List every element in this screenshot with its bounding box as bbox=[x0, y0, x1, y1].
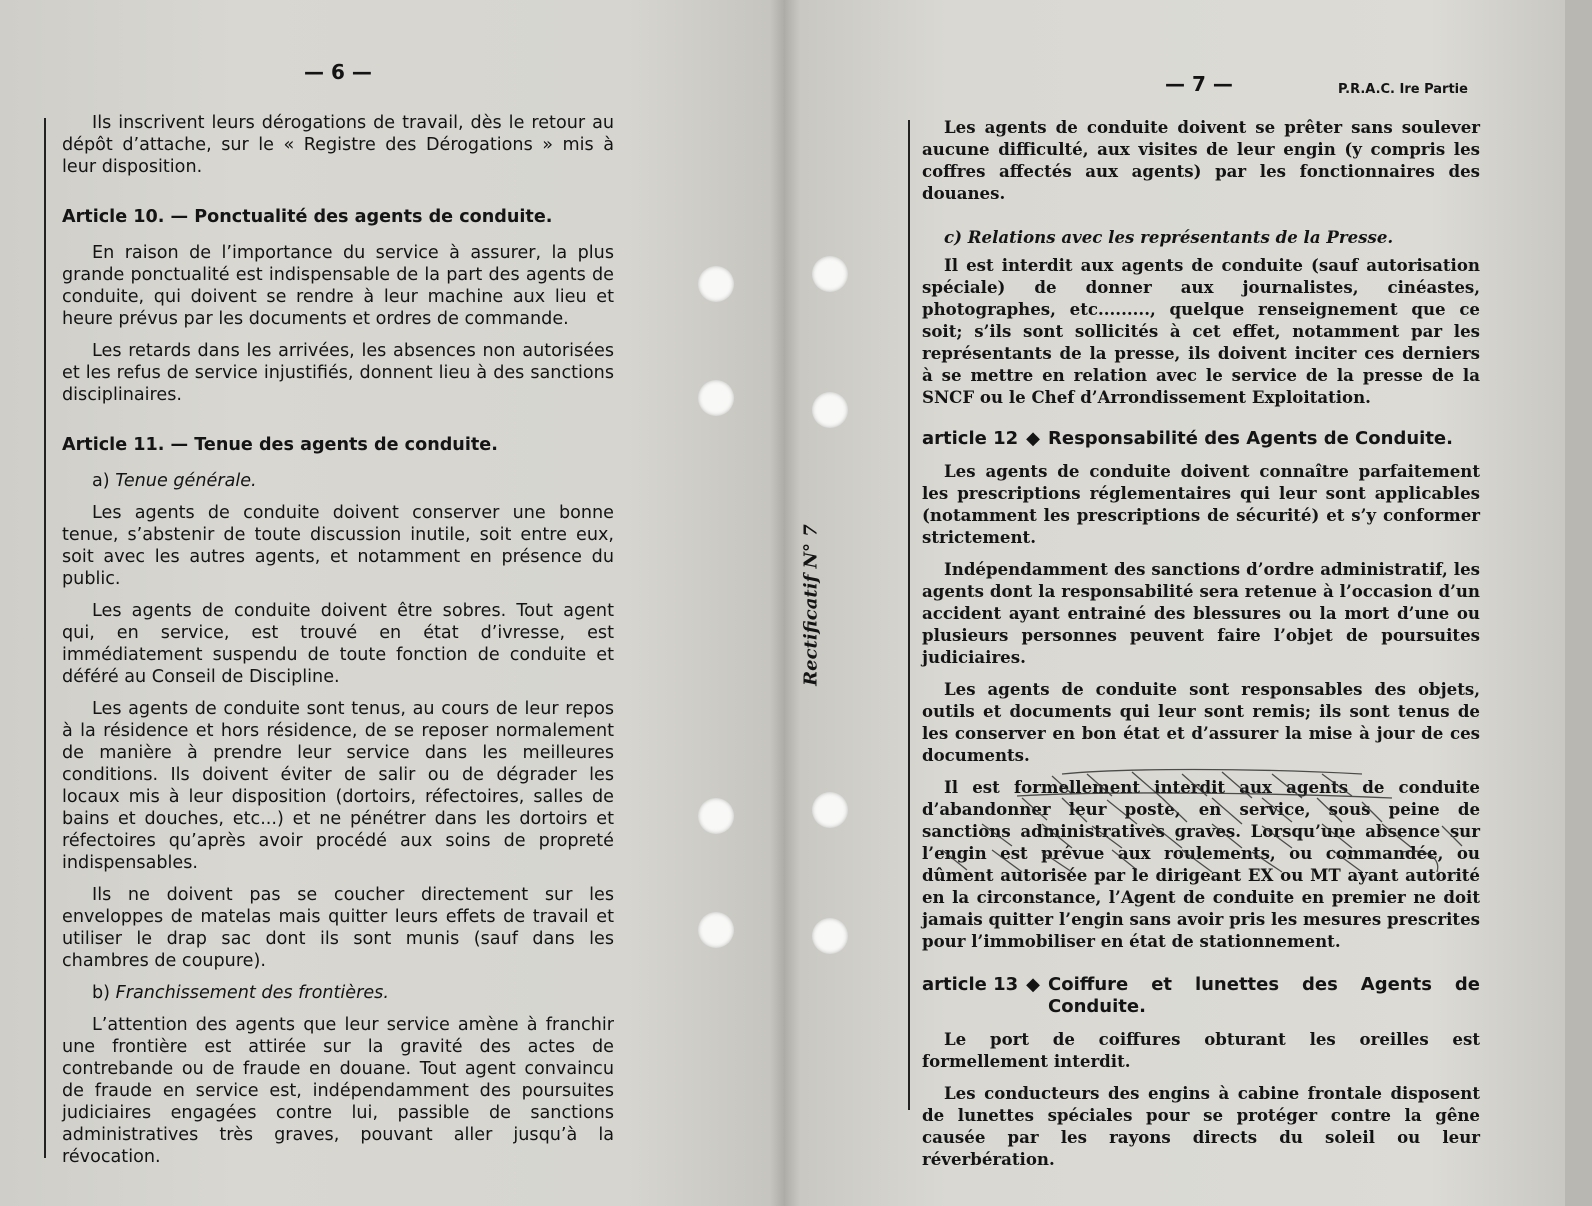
subsection-letter: a) bbox=[92, 471, 110, 491]
article-10-paragraph: Les retards dans les arrivées, les absences non autorisées et les refus de service injustifiés, donnent lieu à des sanctions disciplinaires. bbox=[62, 341, 614, 405]
subsection-title: Franchissement des frontières. bbox=[115, 983, 389, 1003]
left-page bbox=[0, 0, 785, 1206]
article-11-paragraph: Les agents de conduite sont tenus, au cours de leur repos à la résidence et hors résidence, de se reposer normalement de manière à prendre leur service dans les meilleures conditions. Ils doivent éviter de salir ou de dégrader les locaux mis à leur disposition (dortoirs, réfectoires, salles de bains et douches, etc...) et ne pénétrer dans les dortoirs et réfectoires qu’après avoir procédé aux soins de propreté indispensables. bbox=[62, 699, 614, 873]
subsection-letter: b) bbox=[92, 983, 111, 1003]
article-10-paragraph: En raison de l’importance du service à assurer, la plus grande ponctualité est indispensable de la part des agents de conduite, qui doivent se rendre à leur machine aux lieu et heure prévus par les documents et ordres de commande. bbox=[62, 243, 614, 329]
binder-hole bbox=[698, 266, 734, 302]
article-13-paragraph: Les conducteurs des engins à cabine frontale disposent de lunettes spéciales pour se protéger contre la gêne causée par les rayons directs du soleil ou leur réverbération. bbox=[922, 1083, 1480, 1169]
subsection-a-heading bbox=[92, 470, 614, 492]
margin-stamp-text: Rectificatif N° 7 bbox=[800, 524, 822, 686]
book-gutter bbox=[770, 0, 800, 1206]
article-11-paragraph: L’attention des agents que leur service amène à franchir une frontière est attirée sur la gravité des actes de contrebande ou de fraude en douane. Tout agent convaincu de fraude en service est, indépendamment des poursuites judiciaires engagées contre lui, passible de sanctions administratives très graves, pouvant aller jusqu’à la révocation. bbox=[62, 1015, 614, 1167]
page-number-right: — 7 — bbox=[1165, 72, 1233, 96]
subsection-c-heading: c) Relations avec les représentants de la Presse. bbox=[944, 227, 1394, 247]
margin-rule-left bbox=[44, 118, 46, 1158]
article-13-paragraph: Le port de coiffures obturant les oreilles est formellement interdit. bbox=[922, 1029, 1480, 1071]
article-11-heading: Article 11. — Tenue des agents de conduite. bbox=[62, 435, 498, 455]
margin-rule-right bbox=[908, 120, 910, 1110]
binder-hole bbox=[698, 798, 734, 834]
article-12-heading bbox=[922, 428, 1480, 450]
binder-hole bbox=[812, 918, 848, 954]
article-title: Coiffure et lunettes des Agents de Conduite. bbox=[1048, 974, 1480, 1017]
article-12-paragraph: Indépendamment des sanctions d’ordre administratif, les agents dont la responsabilité sera retenue à l’occasion d’un accident ayant entrainé des blessures ou la mort d’une ou plusieurs personnes peuvent faire l’objet de poursuites judiciaires. bbox=[922, 559, 1480, 667]
article-12-paragraph: Il est formellement interdit aux agents de conduite d’abandonner leur poste, en service, sous peine de sanctions administratives graves. Lorsqu’une absence sur l’engin est prévue aux roulements, ou commandée, ou dûment autorisée par le dirigeant EX ou MT ayant autorité en la circonstance, l’Agent de conduite en premier ne doit jamais quitter l’engin sans avoir pris les mesures prescrites pour l’immobiliser en état de stationnement. bbox=[922, 777, 1480, 951]
binder-hole bbox=[812, 392, 848, 428]
article-10-heading: Article 10. — Ponctualité des agents de conduite. bbox=[62, 207, 553, 227]
diamond-icon: ◆ bbox=[1026, 974, 1041, 995]
left-page-body bbox=[62, 112, 614, 1178]
subsection-title: Tenue générale. bbox=[115, 471, 257, 491]
presse-paragraph: Il est interdit aux agents de conduite (sauf autorisation spéciale) de donner aux journalistes, cinéastes, photographes, etc........., quelque renseignement que ce soit; s’ils sont sollicités à cet effet, notamment par les représentants de la presse, ils doivent inciter ces derniers à se mettre en relation avec le service de la presse de la SNCF ou le Chef d’Arrondissement Exploitation. bbox=[922, 255, 1480, 407]
article-12-paragraph: Les agents de conduite doivent connaître parfaitement les prescriptions réglementaires qui leur sont applicables (notamment les prescriptions de sécurité) et s’y conformer strictement. bbox=[922, 461, 1480, 547]
binder-hole bbox=[698, 912, 734, 948]
article-13-heading bbox=[922, 974, 1480, 1018]
page-edge bbox=[1565, 0, 1592, 1206]
article-title: Responsabilité des Agents de Conduite. bbox=[1048, 428, 1453, 449]
article-12-paragraph: Les agents de conduite sont responsables des objets, outils et documents qui leur sont remis; ils sont tenus de les conserver en bon état et d’assurer la mise à jour de ces documents. bbox=[922, 679, 1480, 765]
document-header-tag: P.R.A.C. Ire Partie bbox=[1338, 82, 1468, 97]
article-label: article 12 bbox=[922, 428, 1019, 449]
article-label: article 13 bbox=[922, 974, 1019, 995]
article-11-paragraph: Les agents de conduite doivent être sobres. Tout agent qui, en service, est trouvé en état d’ivresse, est immédiatement suspendu de toute fonction de conduite et déféré au Conseil de Discipline. bbox=[62, 601, 614, 687]
margin-stamp bbox=[800, 520, 822, 690]
article-11-paragraph: Ils ne doivent pas se coucher directement sur les enveloppes de matelas mais quitter leurs effets de travail et utiliser le drap sac dont ils sont munis (sauf dans les chambres de coupure). bbox=[62, 885, 614, 971]
binder-hole bbox=[812, 256, 848, 292]
page-number-left: — 6 — bbox=[304, 60, 372, 84]
handwritten-strikethrough bbox=[922, 768, 1482, 888]
right-page-body bbox=[922, 116, 1480, 1180]
intro-paragraph: Ils inscrivent leurs dérogations de travail, dès le retour au dépôt d’attache, sur le « Registre des Dérogations » mis à leur disposition. bbox=[62, 113, 614, 177]
binder-hole bbox=[698, 380, 734, 416]
subsection-b-heading bbox=[92, 982, 614, 1004]
diamond-icon: ◆ bbox=[1026, 428, 1041, 449]
douanes-paragraph: Les agents de conduite doivent se prêter sans soulever aucune difficulté, aux visites de leur engin (y compris les coffres affectés aux agents) par les fonctionnaires des douanes. bbox=[922, 117, 1480, 203]
binder-hole bbox=[812, 792, 848, 828]
article-11-paragraph: Les agents de conduite doivent conserver une bonne tenue, s’abstenir de toute discussion inutile, soit entre eux, soit avec les autres agents, et notamment en présence du public. bbox=[62, 503, 614, 589]
